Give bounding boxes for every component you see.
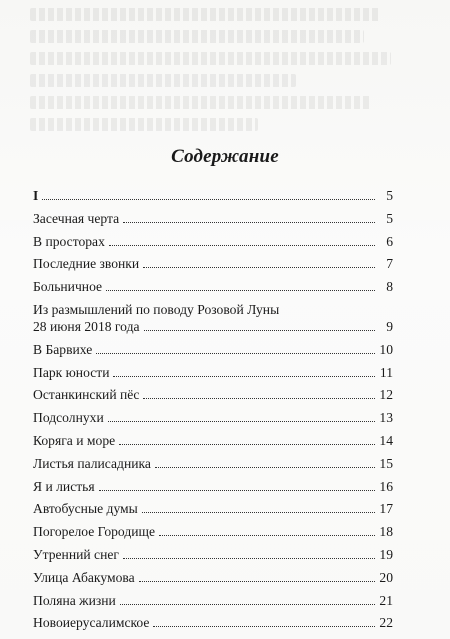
toc-entry-label: Улица Абакумова xyxy=(33,569,135,585)
dot-leader xyxy=(142,511,375,513)
toc-entry-label: В просторах xyxy=(33,233,105,249)
toc-entry-multiline[interactable] xyxy=(33,302,393,334)
dot-leader xyxy=(139,580,375,582)
toc-entry-label: Я и листья xyxy=(33,478,95,494)
toc-entry-page: 6 xyxy=(386,233,393,249)
toc-entry[interactable] xyxy=(33,570,393,585)
toc-entry[interactable] xyxy=(33,234,393,249)
dot-leader xyxy=(109,244,375,246)
toc-entry-page: 5 xyxy=(386,210,393,226)
table-of-contents xyxy=(33,188,393,638)
toc-entry-label: Парк юности xyxy=(33,364,110,380)
dot-leader xyxy=(113,375,375,377)
toc-entry-label: Автобусные думы xyxy=(33,501,138,517)
toc-entry-section-1[interactable] xyxy=(33,188,393,203)
toc-entry-label-line1: Из размышлений по поводу Розовой Луны xyxy=(33,301,280,317)
toc-entry-label: Подсолнухи xyxy=(33,410,104,426)
toc-entry[interactable] xyxy=(33,593,393,608)
toc-entry[interactable] xyxy=(33,524,393,539)
toc-entry[interactable] xyxy=(33,342,393,357)
toc-entry-page: 16 xyxy=(379,478,393,494)
toc-entry-page: 9 xyxy=(386,318,393,334)
toc-entry[interactable] xyxy=(33,256,393,271)
toc-entry-page: 11 xyxy=(379,364,393,380)
toc-entry-page: 15 xyxy=(379,455,393,471)
toc-entry[interactable] xyxy=(33,387,393,402)
dot-leader xyxy=(155,466,375,468)
toc-entry-label: Больничное xyxy=(33,279,103,295)
toc-entry-label: Утренний снег xyxy=(33,546,119,562)
toc-entry-page: 18 xyxy=(379,524,393,540)
toc-entry[interactable] xyxy=(33,410,393,425)
toc-entry-label: Листья палисадника xyxy=(33,455,151,471)
toc-entry[interactable] xyxy=(33,279,393,294)
toc-entry-label: Коряга и море xyxy=(33,432,116,448)
dot-leader xyxy=(143,397,375,399)
toc-entry[interactable] xyxy=(33,433,393,448)
toc-entry-label: Поляна жизни xyxy=(33,592,116,608)
dot-leader xyxy=(42,198,375,200)
toc-entry-page: 22 xyxy=(379,615,393,631)
toc-entry-label: В Барвихе xyxy=(33,341,93,357)
toc-title: Содержание xyxy=(171,146,279,167)
dot-leader xyxy=(159,534,375,536)
toc-entry[interactable] xyxy=(33,615,393,630)
dot-leader xyxy=(96,352,375,354)
toc-entry[interactable] xyxy=(33,479,393,494)
dot-leader xyxy=(106,289,375,291)
toc-entry-label-line2: 28 июня 2018 года xyxy=(33,318,140,334)
toc-entry-label: Останкинский пёс xyxy=(33,387,140,403)
toc-entry-page: 17 xyxy=(379,501,393,517)
toc-entry-label: Погорелое Городище xyxy=(33,524,156,540)
dot-leader xyxy=(108,420,375,422)
toc-entry[interactable] xyxy=(33,211,393,226)
toc-entry-page: 10 xyxy=(379,341,393,357)
toc-entry-label: I xyxy=(33,188,39,203)
toc-entry-page: 13 xyxy=(379,410,393,426)
toc-entry-page: 21 xyxy=(379,592,393,608)
toc-entry-page: 12 xyxy=(379,387,393,403)
toc-entry-page: 20 xyxy=(379,569,393,585)
toc-entry-page: 5 xyxy=(386,188,393,203)
toc-entry[interactable] xyxy=(33,501,393,516)
toc-entry-label: Последние звонки xyxy=(33,256,140,272)
dot-leader xyxy=(120,603,375,605)
toc-entry-page: 7 xyxy=(386,256,393,272)
dot-leader xyxy=(123,221,375,223)
bleed-through-text xyxy=(30,8,410,148)
toc-entry[interactable] xyxy=(33,365,393,380)
toc-entry[interactable] xyxy=(33,456,393,471)
dot-leader xyxy=(144,329,375,331)
toc-entry-page: 14 xyxy=(379,432,393,448)
dot-leader xyxy=(143,266,375,268)
toc-entry-page: 19 xyxy=(379,546,393,562)
toc-entry[interactable] xyxy=(33,547,393,562)
toc-entry-label: Новоиерусалимское xyxy=(33,615,150,631)
toc-entry-page: 8 xyxy=(386,279,393,295)
dot-leader xyxy=(123,557,375,559)
dot-leader xyxy=(99,489,375,491)
dot-leader xyxy=(153,625,375,627)
dot-leader xyxy=(119,443,375,445)
toc-entry-label: Засечная черта xyxy=(33,210,120,226)
